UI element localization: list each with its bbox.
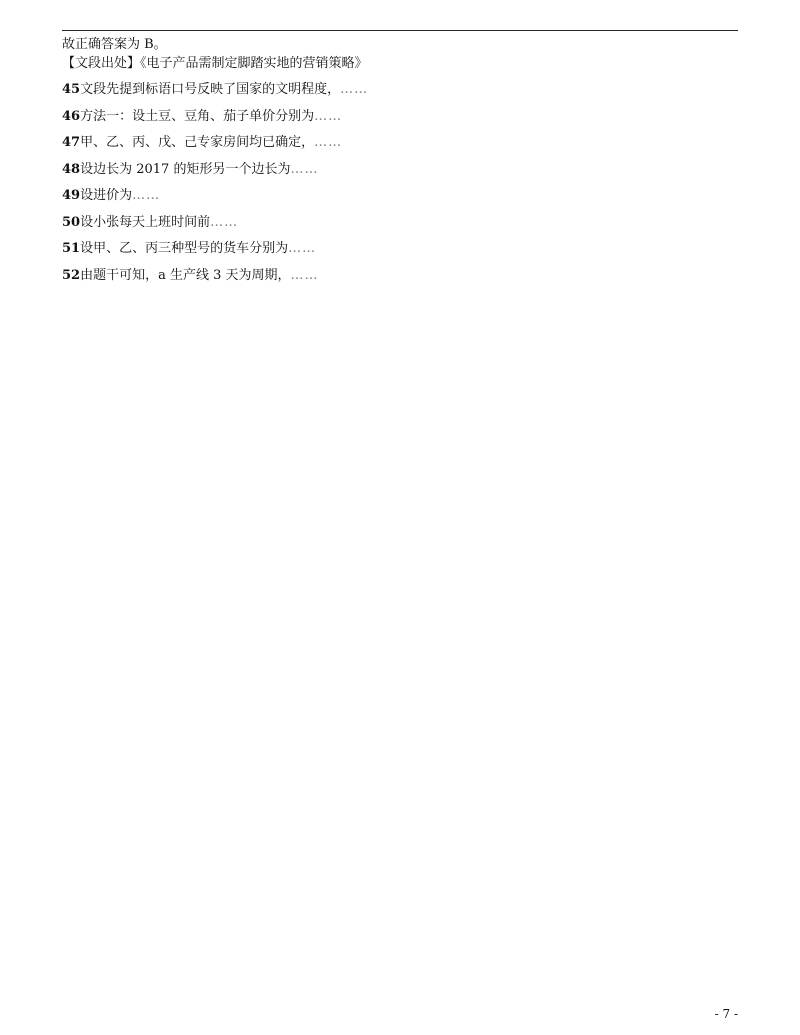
question-number: 48 — [62, 161, 81, 177]
answer-key-body — [62, 36, 738, 285]
question-52 — [62, 267, 738, 286]
elided-text: …… — [340, 82, 369, 97]
question-lead: 文段先提到标语口号反映了国家的文明程度， — [80, 82, 341, 97]
elided-text: …… — [314, 135, 343, 150]
top-rule — [62, 30, 738, 31]
elided-text: …… — [314, 108, 343, 124]
question-lead: 甲、乙、丙、戊、己专家房间均已确定， — [80, 135, 315, 150]
page-number: - 7 - — [714, 1007, 738, 1021]
question-49 — [62, 187, 738, 206]
question-number: 50 — [62, 214, 81, 230]
question-number: 49 — [62, 188, 81, 203]
question-lead: 设小张每天上班时间前 — [80, 214, 211, 230]
elided-text: …… — [132, 188, 161, 203]
question-number: 45 — [62, 82, 81, 97]
question-lead: 设边长为 2017 的矩形另一个边长为 — [80, 161, 291, 177]
question-lead: 设甲、乙、丙三种型号的货车分别为 — [80, 241, 289, 256]
question-lead: 设进价为 — [80, 188, 133, 203]
question-number: 52 — [62, 267, 81, 283]
question-number: 46 — [62, 108, 81, 124]
elided-text: …… — [210, 214, 239, 230]
elided-text: …… — [290, 267, 319, 283]
question-47 — [62, 134, 738, 153]
question-number: 47 — [62, 135, 81, 150]
question-51 — [62, 240, 738, 259]
question-lead: 方法一：设土豆、豆角、茄子单价分别为 — [80, 108, 315, 124]
question-50 — [62, 214, 738, 233]
question-45 — [62, 81, 738, 100]
question-46 — [62, 108, 738, 127]
answer-line: 故正确答案为 B。 — [62, 37, 167, 52]
question-lead: 由题干可知，a 生产线 3 天为周期， — [80, 267, 291, 283]
question-number: 51 — [62, 241, 81, 256]
elided-text: …… — [288, 241, 317, 256]
question-48 — [62, 161, 738, 180]
source-line: 【文段出处】《电子产品需制定脚踏实地的营销策略》 — [62, 55, 368, 71]
elided-text: …… — [290, 161, 319, 177]
